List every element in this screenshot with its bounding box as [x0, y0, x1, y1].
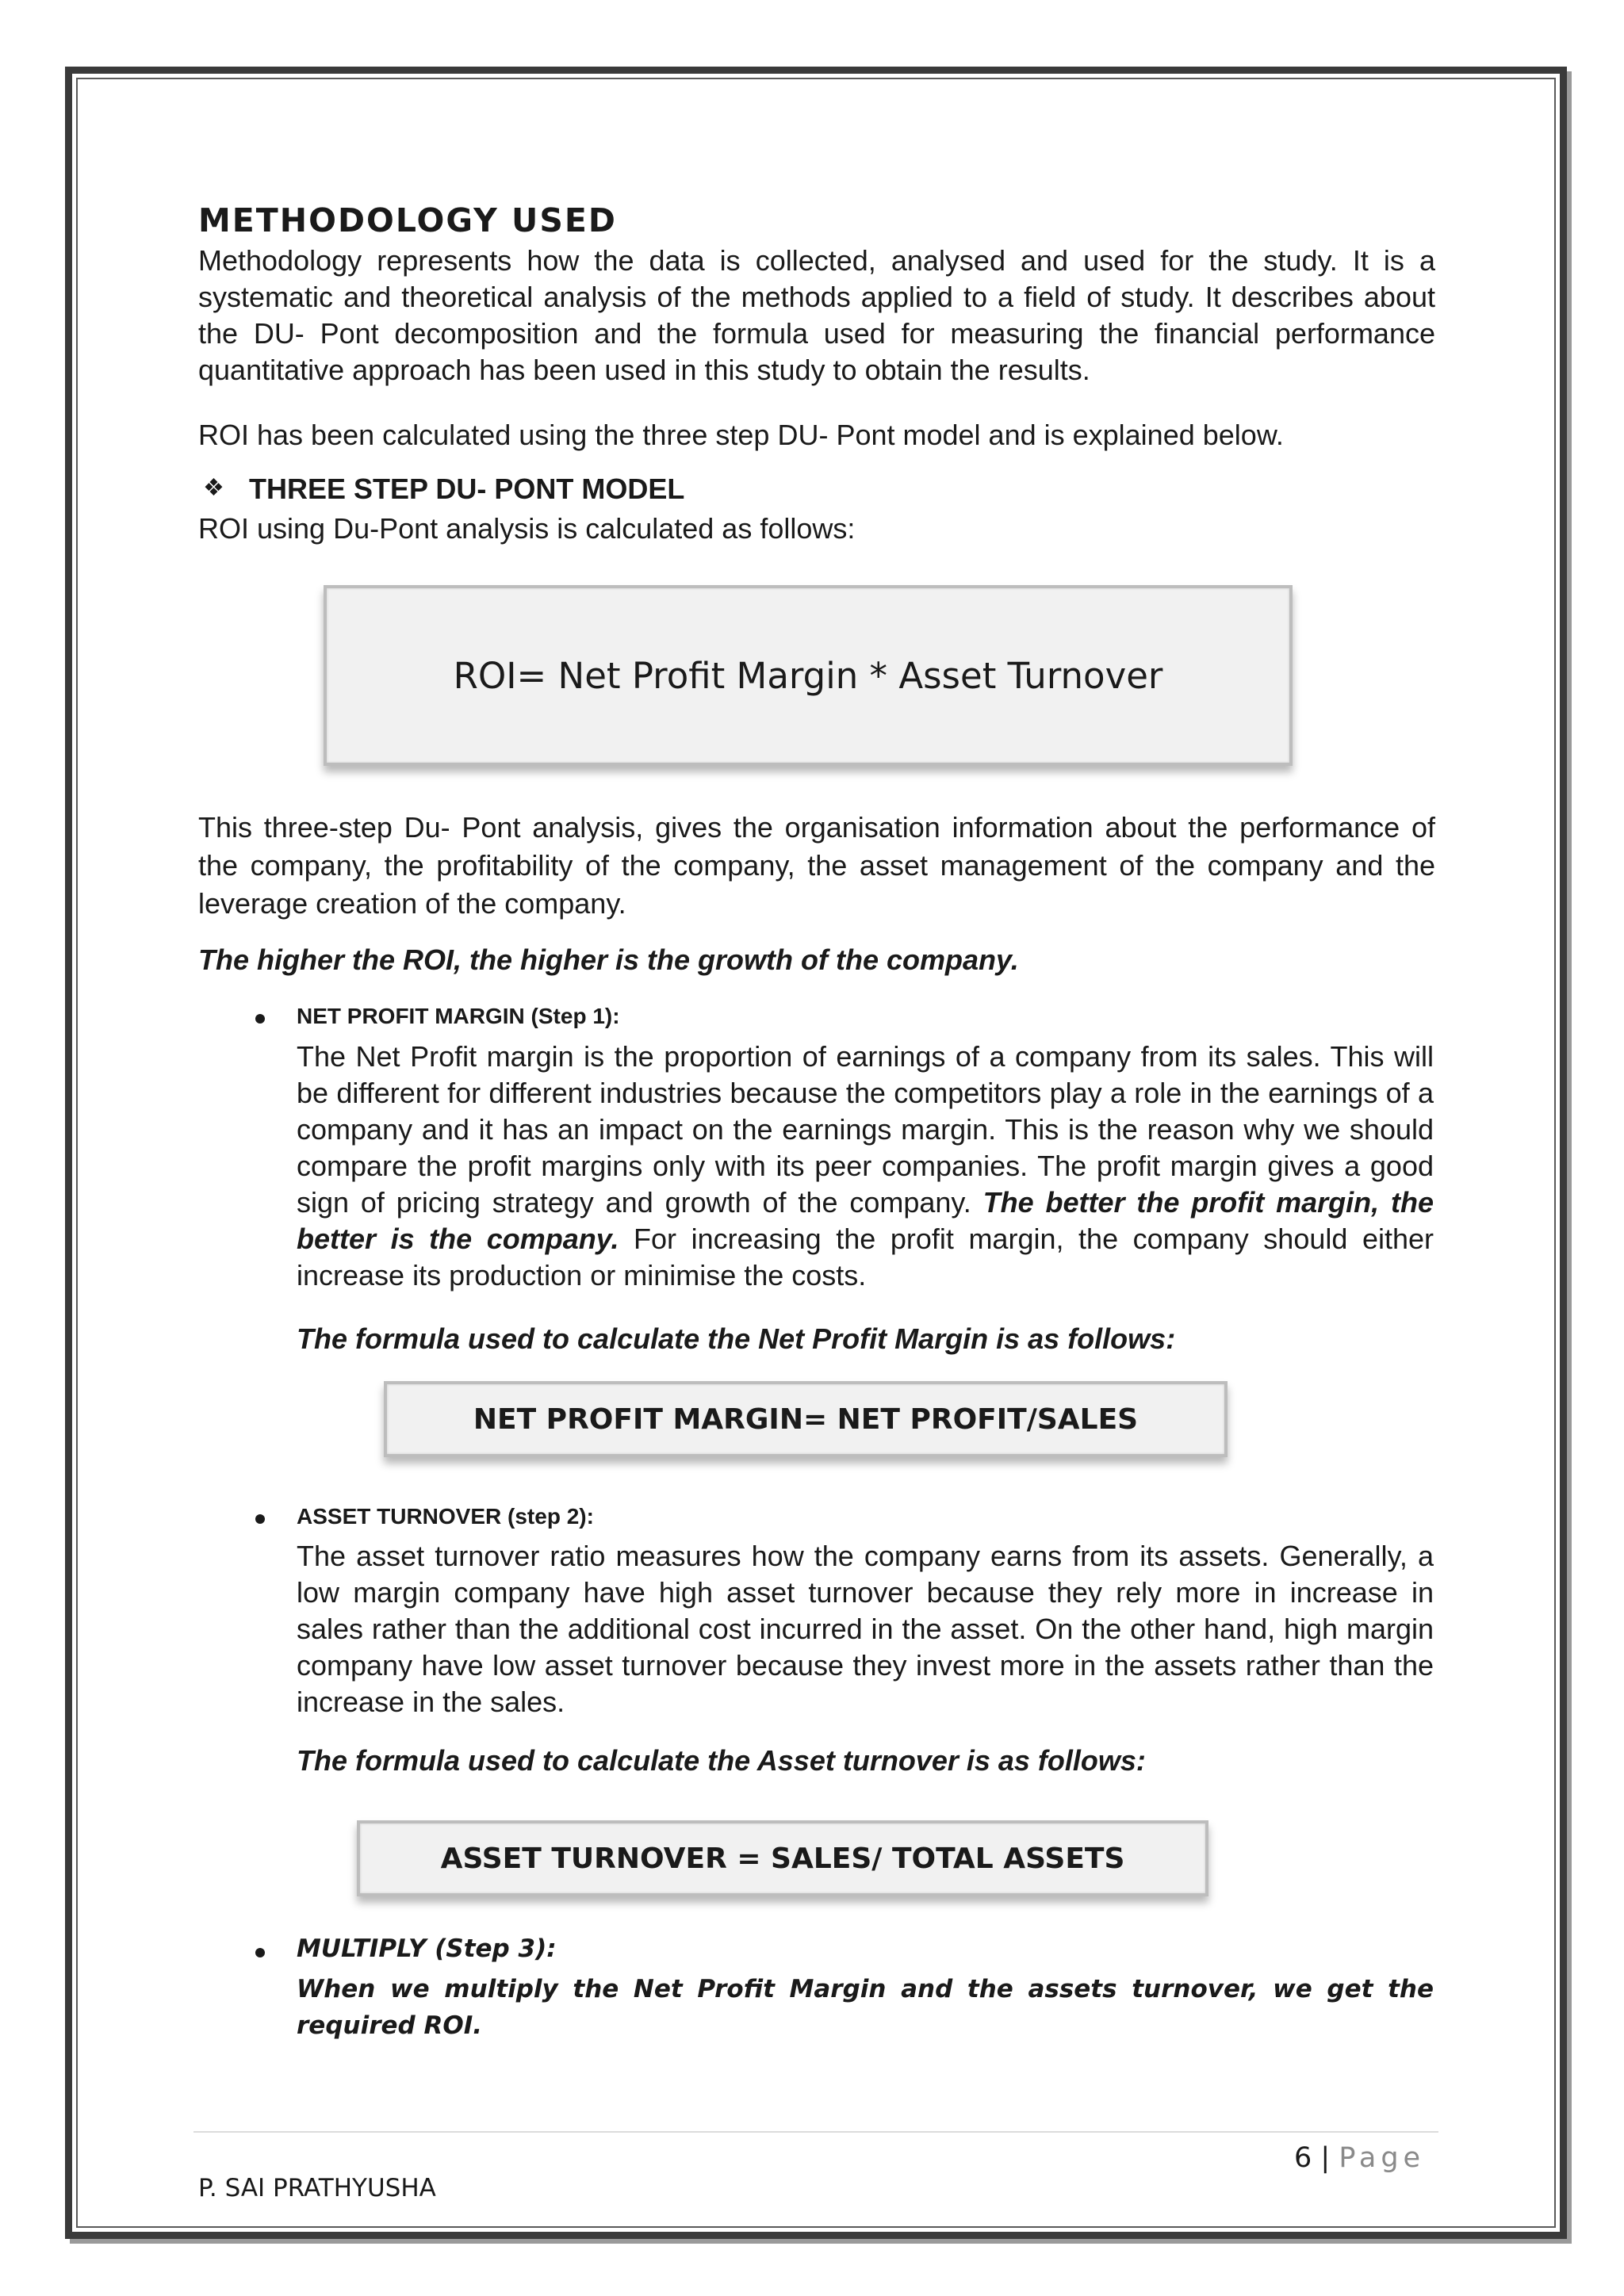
footer-divider — [193, 2131, 1438, 2133]
analysis-paragraph: This three-step Du- Pont analysis, gives the organisation information about the performance of the company, the profitability of the company, the asset management of the company and the leverage creation of the company. — [198, 811, 1435, 920]
step1-title: NET PROFIT MARGIN (Step 1): — [297, 1004, 620, 1028]
section-heading: METHODOLOGY USED — [198, 201, 617, 239]
bullet-icon — [255, 1948, 265, 1957]
step1-body-emphasis: The better the profit margin, the better is the company. — [297, 1186, 1434, 1255]
step1-body-b: For increasing the profit margin, the company should either increase its production or minimise the costs. — [297, 1223, 1434, 1292]
page-number-value: 6 — [1294, 2142, 1312, 2174]
step2-body: The asset turnover ratio measures how the company earns from its assets. Generally, a low margin company have high asset turnover because they rely more in increase in sales rather than the additional cost incurred in the asset. On the other hand, high margin company have low asset turnover because they invest more in the assets rather than the increase in the sales. — [297, 1540, 1434, 1718]
asset-turnover-formula-text: ASSET TURNOVER = SALES/ TOTAL ASSETS — [440, 1842, 1125, 1875]
page-number-separator: | — [1320, 2142, 1331, 2174]
page-number — [1294, 2142, 1425, 2174]
step3-body: When we multiply the Net Profit Margin and the assets turnover, we get the required ROI. — [297, 1975, 1434, 2040]
step2-formula-intro: The formula used to calculate the Asset turnover is as follows: — [297, 1744, 1146, 1777]
step2-title: ASSET TURNOVER (step 2): — [297, 1504, 594, 1529]
roi-paragraph: ROI has been calculated using the three step DU- Pont model and is explained below. — [198, 419, 1284, 451]
diamond-bullet-icon: ❖ — [203, 475, 224, 501]
step1-body — [297, 1039, 1434, 1294]
bullet-icon — [255, 1514, 265, 1524]
author-name: P. SAI PRATHYUSHA — [198, 2174, 436, 2202]
roi-formula-text: ROI= Net Profit Margin * Asset Turnover — [453, 654, 1163, 697]
npm-formula-box — [384, 1381, 1228, 1457]
model-intro: ROI using Du-Pont analysis is calculated as follows: — [198, 512, 856, 545]
step3-title: MULTIPLY (Step 3): — [297, 1934, 557, 1963]
asset-turnover-formula-box — [357, 1820, 1208, 1896]
page-label: Page — [1339, 2142, 1426, 2174]
emphasis-line: The higher the ROI, the higher is the growth of the company. — [198, 943, 1019, 976]
npm-formula-text: NET PROFIT MARGIN= NET PROFIT/SALES — [473, 1402, 1139, 1436]
bullet-icon — [255, 1014, 265, 1024]
step1-body-a: The Net Profit margin is the proportion of earnings of a company from its sales. This will be different for different industries because the competitors play a role in the earnings of a company and it has an impact on the earnings margin. This is the reason why we should compare the profit margins only with its peer companies. The profit margin gives a good sign of pricing strategy and growth of the company. — [297, 1040, 1434, 1219]
intro-paragraph: Methodology represents how the data is collected, analysed and used for the study. It is a systematic and theoretical analysis of the methods applied to a field of study. It describes about the DU- Pont decomposition and the formula used for measuring the financial performance quantitative approach has been used in this study to obtain the results. — [198, 244, 1435, 386]
roi-formula-box — [324, 585, 1293, 766]
step1-formula-intro: The formula used to calculate the Net Profit Margin is as follows: — [297, 1322, 1176, 1355]
model-heading: THREE STEP DU- PONT MODEL — [249, 473, 685, 505]
